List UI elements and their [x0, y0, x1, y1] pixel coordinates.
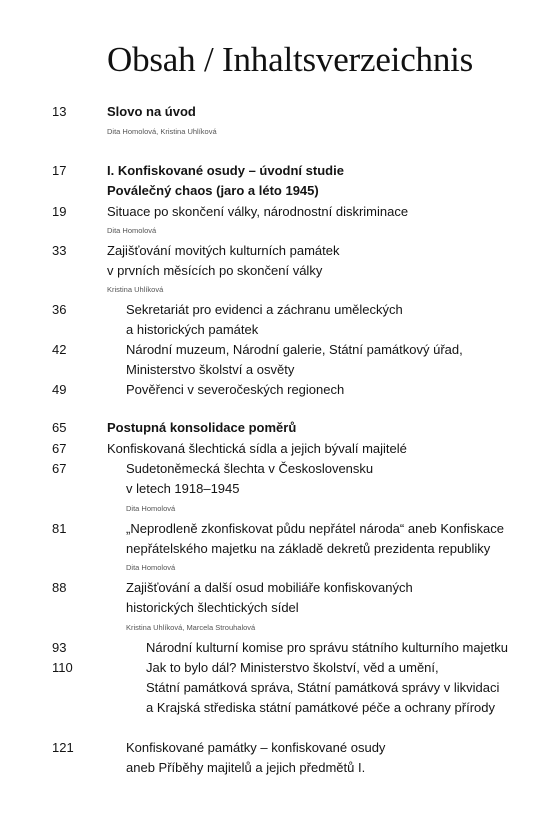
toc-page-number: 121: [52, 740, 74, 755]
toc-entry-title: Národní kulturní komise pro správu státního kulturního majetku: [146, 640, 509, 655]
toc-entry-author: Dita Homolová: [126, 563, 176, 572]
toc-page-number: 19: [52, 204, 67, 219]
toc-page-number: 67: [52, 461, 67, 476]
toc-entry-author: Dita Homolová: [107, 226, 157, 235]
toc-page-number: 65: [52, 420, 67, 435]
toc-entry-title: Sekretariát pro evidenci a záchranu uměleckých: [126, 302, 403, 317]
toc-entry-title: Jak to bylo dál? Ministerstvo školství, věd a umění,: [146, 660, 439, 675]
toc-entry-title: Sudetoněmecká šlechta v Československu: [126, 461, 374, 476]
toc-entry-title: v letech 1918–1945: [126, 481, 240, 496]
toc-entry-title: Ministerstvo školství a osvěty: [126, 362, 295, 377]
toc-page-number: 42: [52, 342, 67, 357]
toc-entry-title: Slovo na úvod: [107, 104, 196, 119]
toc-entry-title: v prvních měsících po skončení války: [107, 263, 323, 278]
toc-entry-title: Státní památková správa, Státní památková správy v likvidaci: [146, 680, 500, 695]
toc-page-number: 67: [52, 441, 67, 456]
toc-page-number: 93: [52, 640, 67, 655]
toc-entry-author: Kristina Uhlíková: [107, 285, 164, 294]
toc-page-number: 13: [52, 104, 67, 119]
toc-page-number: 17: [52, 163, 67, 178]
toc-entry-title: a Krajská střediska státní památkové péče a ochrany přírody: [146, 700, 496, 715]
toc-page-number: 81: [52, 521, 67, 536]
toc-entry-title: Pověřenci v severočeských regionech: [126, 382, 345, 397]
toc-entry-title: „Neprodleně zkonfiskovat půdu nepřátel národa“ aneb Konfiskace: [126, 521, 504, 536]
toc-entry-title: Poválečný chaos (jaro a léto 1945): [107, 183, 319, 198]
toc-page-number: 110: [52, 660, 73, 675]
toc-entry-title: Postupná konsolidace poměrů: [107, 420, 297, 435]
toc-entry-title: nepřátelského majetku na základě dekretů prezidenta republiky: [126, 541, 491, 556]
toc-entry-author: Kristina Uhlíková, Marcela Strouhalová: [126, 623, 256, 632]
toc-page-number: 88: [52, 580, 67, 595]
toc-entry-title: a historických památek: [126, 322, 259, 337]
toc-entry-title: Zajišťování a další osud mobiliáře konfiskovaných: [126, 580, 413, 595]
toc-entry-author: Dita Homolová: [126, 504, 176, 513]
toc-entry-title: Konfiskované památky – konfiskované osudy: [126, 740, 386, 755]
page-title: Obsah / Inhaltsverzeichnis: [107, 40, 474, 79]
toc-entry-title: historických šlechtických sídel: [126, 600, 299, 615]
toc-entry-title: Národní muzeum, Národní galerie, Státní památkový úřad,: [126, 342, 463, 357]
toc-page-number: 33: [52, 243, 67, 258]
toc-entry-author: Dita Homolová, Kristina Uhlíková: [107, 127, 217, 136]
toc-page-number: 49: [52, 382, 67, 397]
toc-entry-title: Situace po skončení války, národnostní diskriminace: [107, 204, 409, 219]
toc-entry-title: aneb Příběhy majitelů a jejich předmětů I.: [126, 760, 366, 775]
toc-entry-title: Konfiskovaná šlechtická sídla a jejich bývalí majitelé: [107, 441, 407, 456]
toc-entry-title: I. Konfiskované osudy – úvodní studie: [107, 163, 344, 178]
toc-page-number: 36: [52, 302, 67, 317]
toc-entry-title: Zajišťování movitých kulturních památek: [107, 243, 340, 258]
